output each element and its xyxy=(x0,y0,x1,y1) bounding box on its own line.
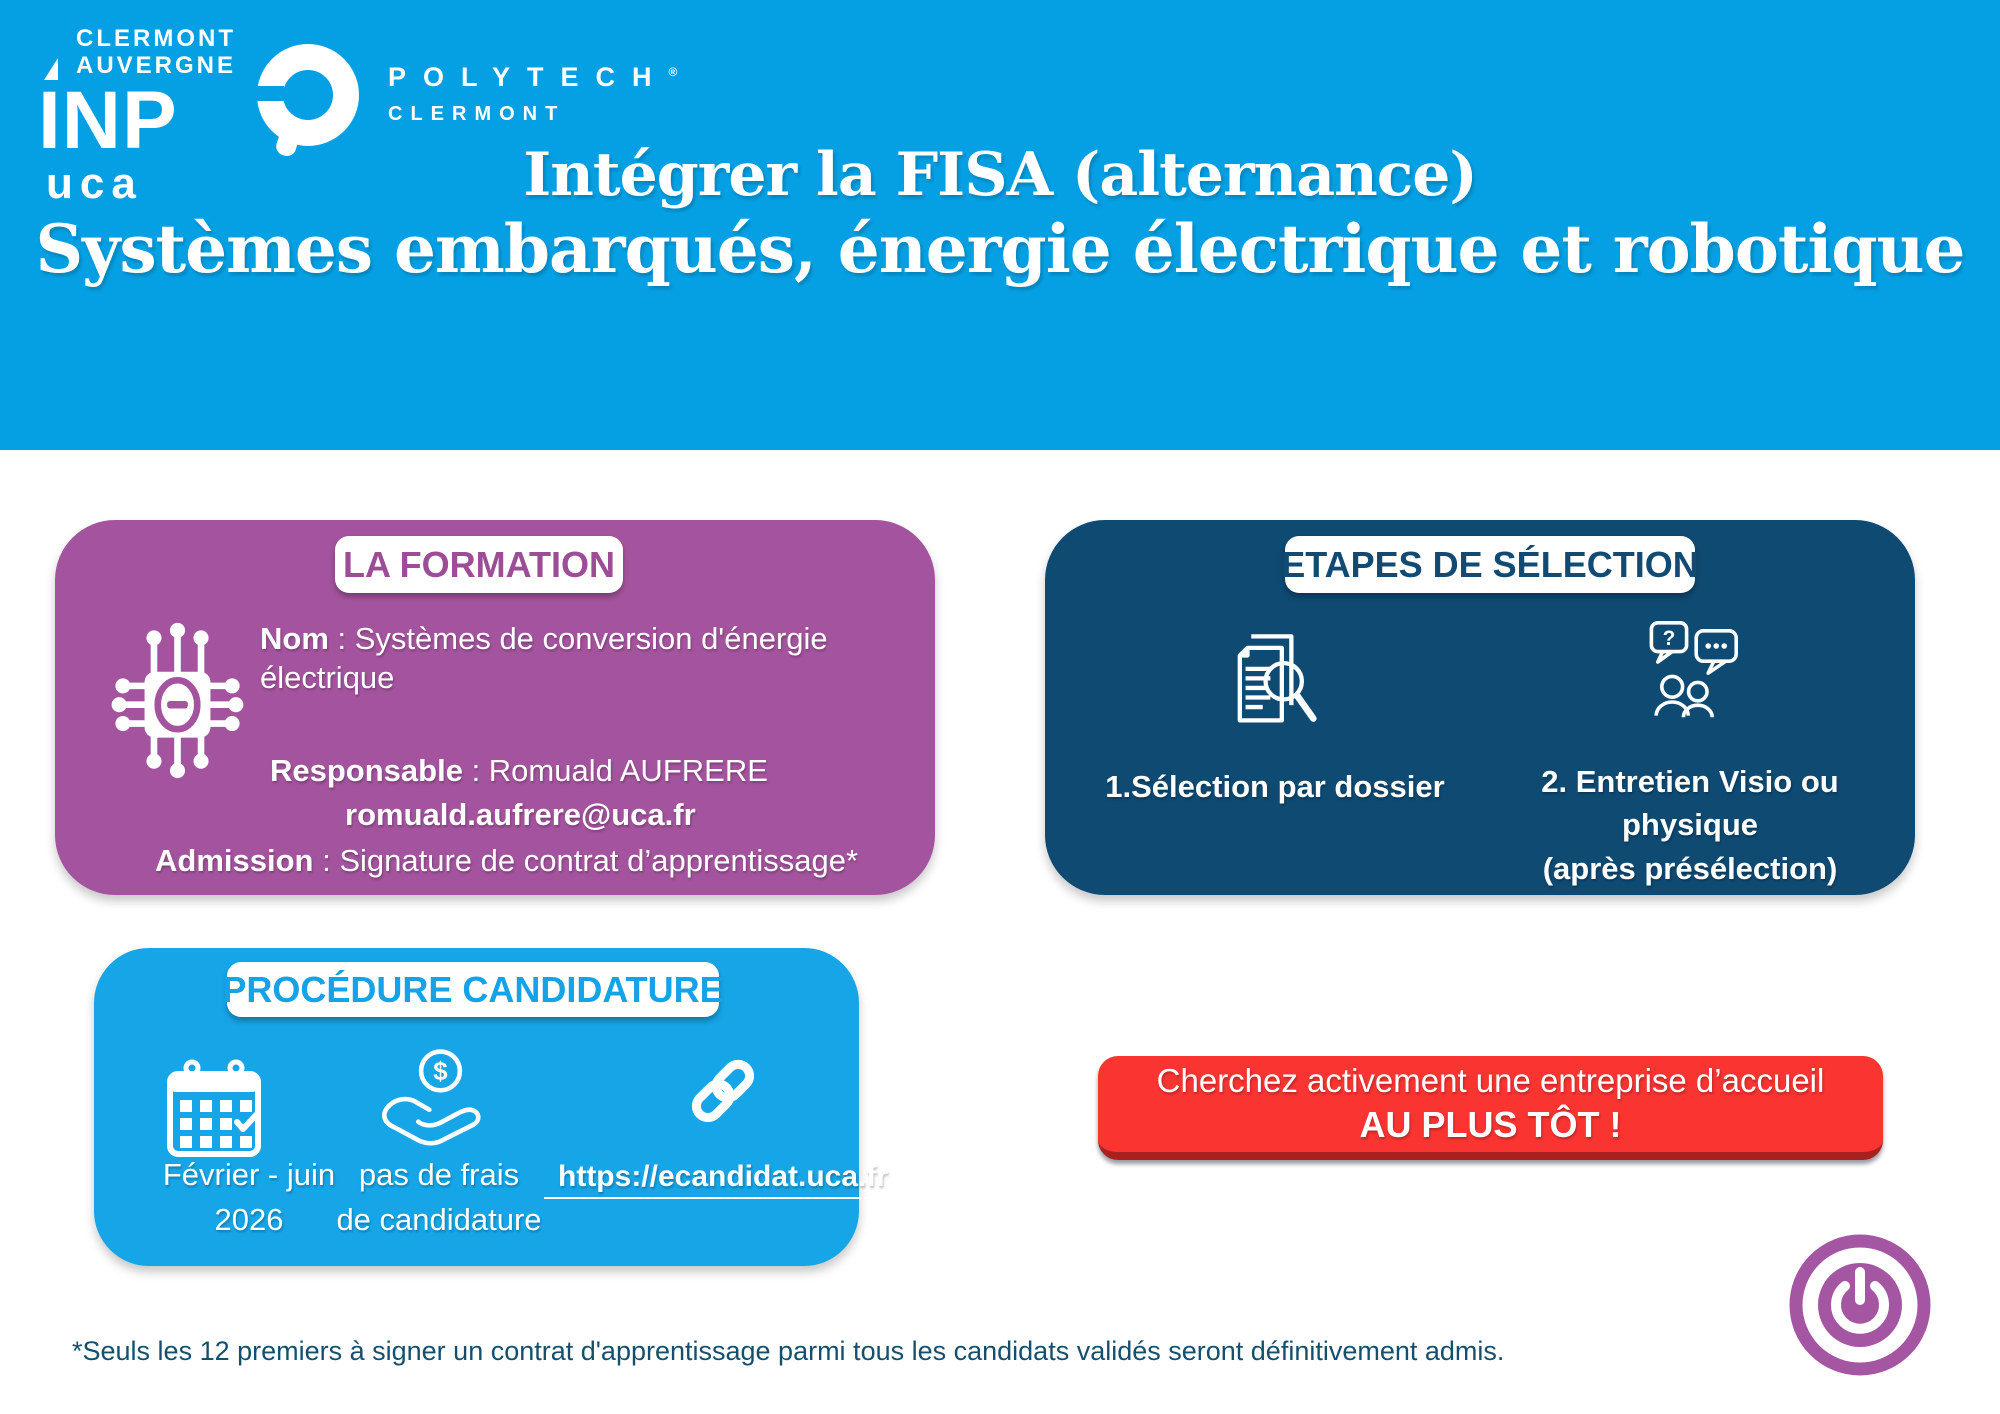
selection-card-title: ETAPES DE SÉLECTION xyxy=(1285,536,1695,593)
formation-admission-line: Admission : Signature de contrat d’apprentissage* xyxy=(155,843,859,878)
formation-card-title: LA FORMATION xyxy=(335,536,623,593)
candidature-date-line2: 2026 xyxy=(214,1201,284,1237)
selection-card xyxy=(1045,520,1915,895)
question-glyph: ? xyxy=(1662,627,1676,651)
formation-nom-line: Nom : Systèmes de conversion d'énergie électrique xyxy=(260,621,828,695)
inp-logo-uca: uca xyxy=(46,158,143,208)
footnote: *Seuls les 12 premiers à signer un contrat d'apprentissage parmi tous les candidats validés seront définitivement admis. xyxy=(72,1336,1505,1366)
candidature-card-title: PROCÉDURE CANDIDATURE xyxy=(227,962,719,1017)
formation-responsable-value: Romuald AUFRERE xyxy=(488,753,768,788)
formation-email: romuald.aufrere@uca.fr xyxy=(345,797,696,832)
coin-hand-icon xyxy=(374,1043,494,1158)
formation-admission-value: Signature de contrat d’apprentissage* xyxy=(339,843,859,878)
microchip-icon xyxy=(110,620,245,780)
registered-mark: ® xyxy=(668,65,678,79)
inp-logo-wedge xyxy=(44,58,58,80)
header-banner xyxy=(0,0,2000,450)
cta-line2: AU PLUS TÔT ! xyxy=(1359,1104,1622,1145)
dollar-glyph: $ xyxy=(433,1058,448,1087)
formation-nom-label: Nom xyxy=(260,621,329,656)
page-title-line1: Intégrer la FISA (alternance) xyxy=(523,140,1477,210)
candidature-fees-caption xyxy=(324,1153,554,1243)
cta-line1: Cherchez activement une entreprise d’accueil xyxy=(1156,1062,1825,1099)
selection-step2-line2: (après présélection) xyxy=(1542,850,1838,886)
selection-step1-label: 1.Sélection par dossier xyxy=(1105,769,1445,804)
link-icon xyxy=(682,1048,764,1134)
inp-logo-line1: CLERMONT xyxy=(76,25,236,52)
candidature-date-line1: Février - juin xyxy=(162,1157,336,1192)
candidature-fees-line2: de candidature xyxy=(336,1201,542,1237)
candidature-card xyxy=(94,948,889,1266)
selection-step2-label xyxy=(1475,760,1905,890)
formation-nom-value: Systèmes de conversion d'énergie électrique xyxy=(260,621,828,695)
power-icon xyxy=(1785,1230,1935,1380)
page-title-line2: Systèmes embarqués, énergie électrique et robotique xyxy=(35,210,1965,288)
formation-responsable-line: Responsable : Romuald AUFRERE xyxy=(270,753,768,788)
candidature-fees-line1: pas de frais xyxy=(358,1157,520,1192)
candidature-link[interactable]: https://ecandidat.uca.fr xyxy=(544,1160,902,1199)
document-search-icon xyxy=(1215,628,1320,746)
candidature-link-wrap xyxy=(544,1160,889,1194)
cta-button[interactable] xyxy=(1098,1056,1883,1160)
selection-step2-line1: 2. Entretien Visio ou physique xyxy=(1541,764,1839,843)
interview-chat-icon xyxy=(1645,612,1757,732)
inp-logo-line2: AUVERGNE xyxy=(76,51,237,79)
formation-responsable-label: Responsable xyxy=(270,753,463,788)
polytech-name: POLYTECH® xyxy=(388,62,678,92)
polytech-city: CLERMONT xyxy=(388,103,566,125)
formation-card xyxy=(55,520,935,895)
calendar-icon xyxy=(164,1056,264,1162)
formation-admission-label: Admission xyxy=(155,843,314,878)
inp-logo-acronym: INP xyxy=(38,74,178,166)
